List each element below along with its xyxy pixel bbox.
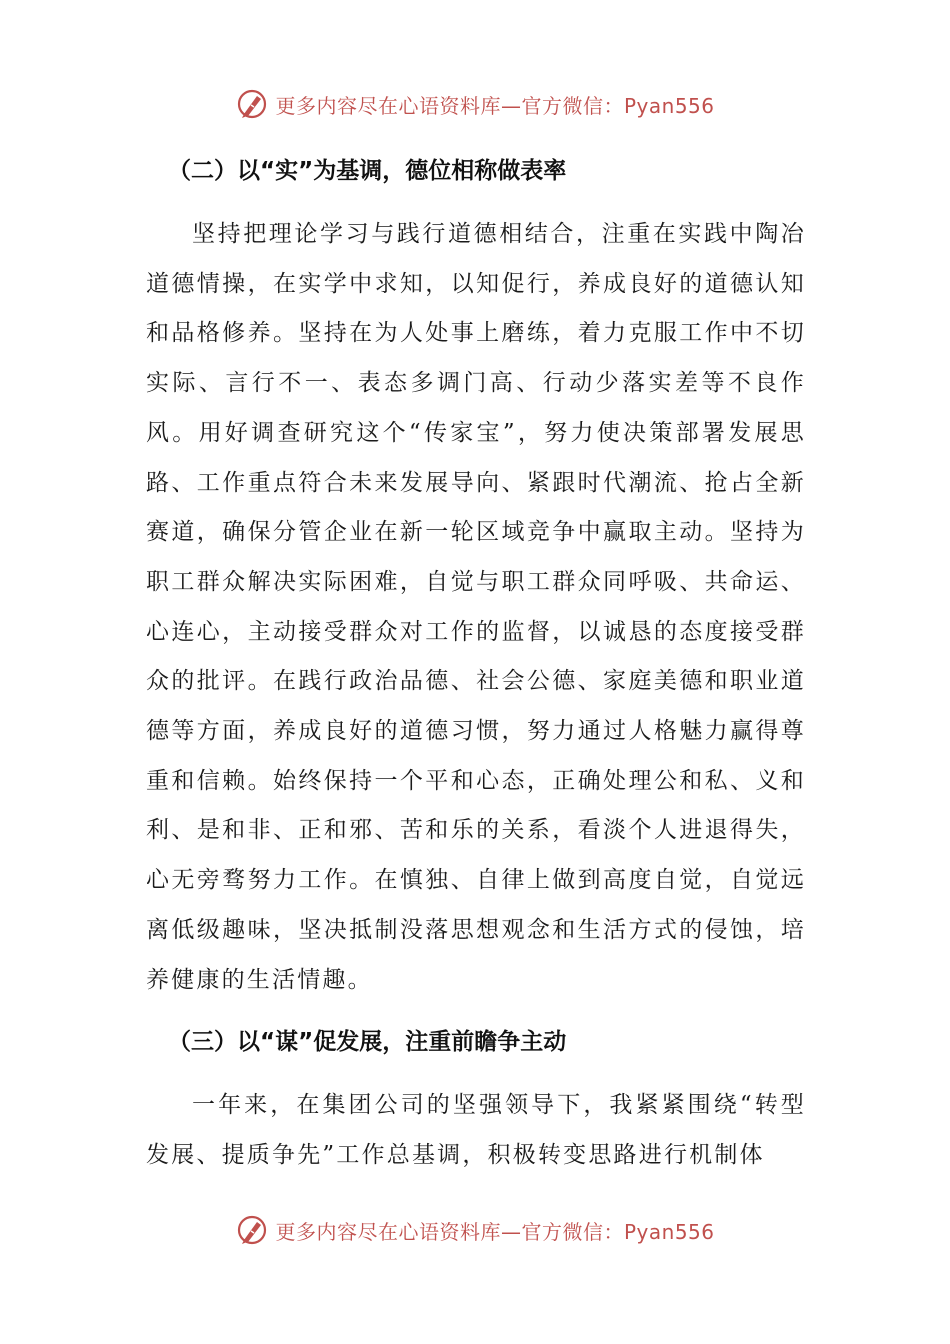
section-heading-2: （二）以“实”为基调，德位相称做表率	[168, 158, 567, 184]
pen-logo-icon	[235, 1213, 269, 1247]
section-paragraph-2: 坚持把理论学习与践行道德相结合，注重在实践中陶冶道德情操，在实学中求知，以知促行，养成良好的道德认知和品格修养。坚持在为人处事上磨练，着力克服工作中不切实际、言行不一、表态多调门高、行动少落实差等不良作风。用好调查研究这个“传家宝”，努力使决策部署发展思路、工作重点符合未来发展导向、紧跟时代潮流、抢占全新赛道，确保分管企业在新一轮区域竞争中赢取主动。坚持为职工群众解决实际困难，自觉与职工群众同呼吸、共命运、心连心，主动接受群众对工作的监督，以诚恳的态度接受群众的批评。在践行政治品德、社会公德、家庭美德和职业道德等方面，养成良好的道德习惯，努力通过人格魅力赢得尊重和信赖。始终保持一个平和心态，正确处理公和私、义和利、是和非、正和邪、苦和乐的关系，看淡个人进退得失，心无旁骛努力工作。在慎独、自律上做到高度自觉，自觉远离低级趣味，坚决抵制没落思想观念和生活方式的侵蚀，培养健康的生活情趣。	[146, 221, 806, 993]
section-heading-3: （三）以“谋”促发展，注重前瞻争主动	[168, 1029, 567, 1056]
footer-watermark	[0, 1210, 950, 1250]
document-body	[146, 146, 806, 1181]
watermark-text: 更多内容尽在心语资料库—官方微信：Pyan556	[275, 1219, 715, 1244]
watermark-text: 更多内容尽在心语资料库—官方微信：Pyan556	[275, 93, 715, 118]
section-paragraph-3: 一年来，在集团公司的坚强领导下，我紧紧围绕“转型发展、提质争先”工作总基调，积极转变思路进行机制体	[146, 1092, 806, 1168]
pen-logo-icon	[235, 87, 269, 121]
header-watermark	[0, 84, 950, 124]
